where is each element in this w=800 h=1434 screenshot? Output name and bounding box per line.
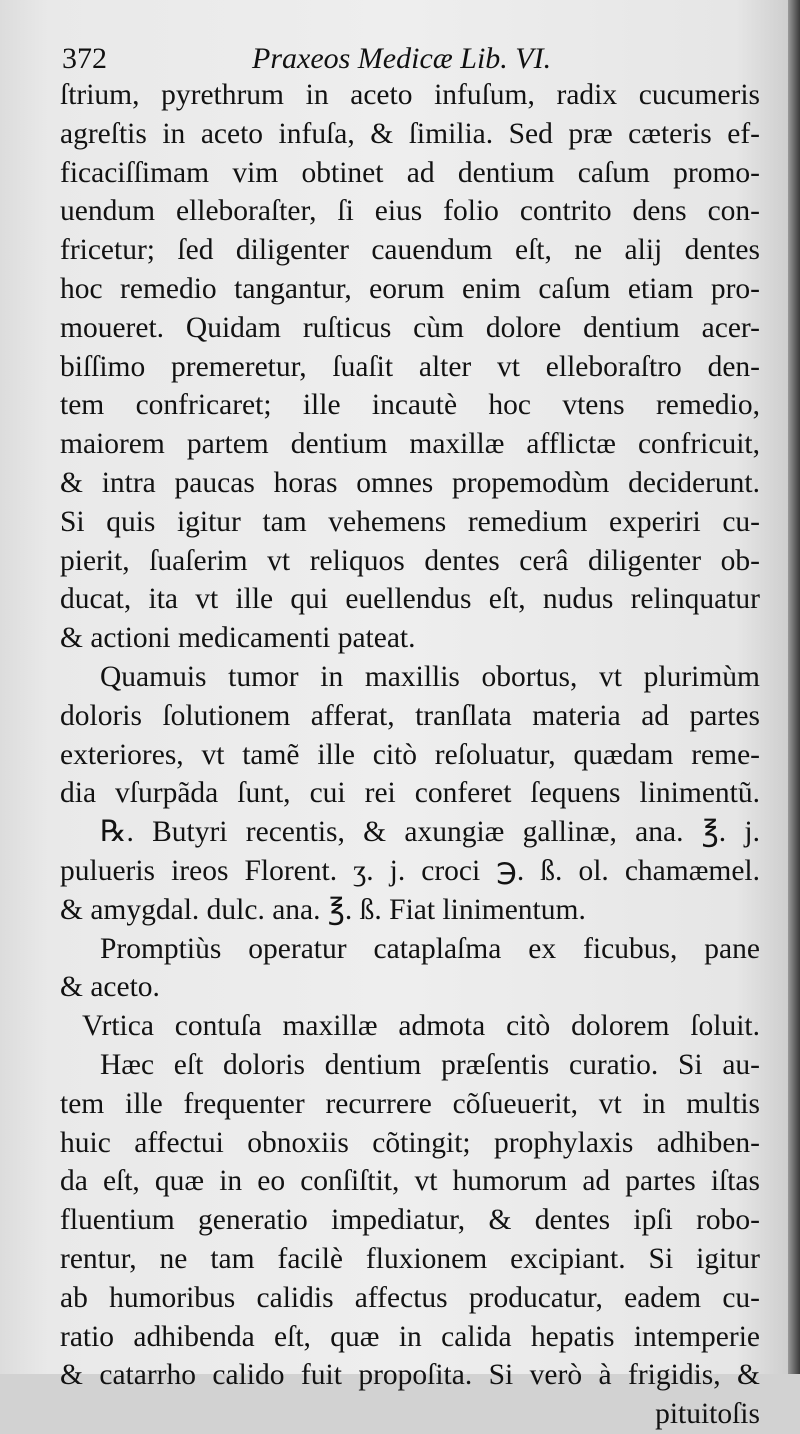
text-line: & catarrho calido fuit propoſita. Si verò à frigidis, & xyxy=(60,1359,760,1392)
text-line: moueret. Quidam ruſticus cùm dolore dentium acer- xyxy=(60,311,760,344)
text-line: doloris ſolutionem afferat, tranſlata materia ad partes xyxy=(60,699,760,732)
text-line: agreſtis in aceto infuſa, & ſimilia. Sed præ cæteris ef- xyxy=(60,117,760,150)
text-line: hoc remedio tangantur, eorum enim caſum etiam pro- xyxy=(60,272,760,305)
text-line: Vrtica contuſa maxillæ admota citò dolorem ſoluit. xyxy=(82,1010,760,1043)
text-line: dia vſurpãda ſunt, cui rei conferet ſequens linimentũ. xyxy=(60,777,760,810)
text-line: Hæc eſt doloris dentium præſentis curatio. Si au- xyxy=(100,1048,760,1081)
text-line: ficaciſſimam vim obtinet ad dentium caſum promo- xyxy=(60,156,760,189)
catchword: pituitoſis xyxy=(655,1398,760,1431)
text-line: biſſimo premeretur, ſuaſit alter vt elleboraſtro den- xyxy=(60,350,760,383)
text-line: ratio adhibenda eſt, quæ in calida hepatis intemperie xyxy=(60,1320,760,1353)
text-line: ducat, ita vt ille qui euellendus eſt, nudus relinquatur xyxy=(60,583,760,616)
running-title: Praxeos Medicæ Lib. VI. xyxy=(252,42,552,75)
page-number: 372 xyxy=(62,42,107,75)
text-line: tem confricaret; ille incautè hoc vtens remedio, xyxy=(60,389,760,422)
text-line: Si quis igitur tam vehemens remedium experiri cu- xyxy=(60,505,760,538)
text-line: huic affectui obnoxiis cõtingit; prophylaxis adhiben- xyxy=(60,1126,760,1159)
text-line: ℞. Butyri recentis, & axungiæ gallinæ, ana. ℥. j. xyxy=(100,816,760,849)
page-edge-shadow xyxy=(788,0,800,1374)
text-line: ab humoribus calidis affectus producatur, eadem cu- xyxy=(60,1281,760,1314)
text-line: fluentium generatio impediatur, & dentes ipſi robo- xyxy=(60,1204,760,1237)
text-line: rentur, ne tam facilè fluxionem excipiant. Si igitur xyxy=(60,1242,760,1275)
text-line: tem ille frequenter recurrere cõſueuerit, vt in multis xyxy=(60,1087,760,1120)
text-line: & aceto. xyxy=(60,971,160,1004)
text-line: Promptiùs operatur cataplaſma ex ficubus, pane xyxy=(100,932,760,965)
text-line: & actioni medicamenti pateat. xyxy=(60,622,416,655)
text-line: uendum elleboraſter, ſi eius folio contrito dens con- xyxy=(60,195,760,228)
body-text xyxy=(60,76,760,1434)
text-line: Quamuis tumor in maxillis obortus, vt plurimùm xyxy=(100,660,760,693)
text-line: exteriores, vt tamẽ ille citò reſoluatur, quædam reme- xyxy=(60,738,760,771)
text-line: da eſt, quæ in eo conſiſtit, vt humorum ad partes iſtas xyxy=(60,1165,760,1198)
text-line: pulueris ireos Florent. ʒ. j. croci ℈. ß. ol. chamæmel. xyxy=(60,854,760,887)
text-line: fricetur; ſed diligenter cauendum eſt, ne alij dentes xyxy=(60,234,760,267)
text-line: pierit, ſuaſerim vt reliquos dentes cerâ diligenter ob- xyxy=(60,544,760,577)
text-line: ſtrium, pyrethrum in aceto infuſum, radix cucumeris xyxy=(60,79,760,111)
text-line: & amygdal. dulc. ana. ℥. ß. Fiat linimentum. xyxy=(60,893,586,926)
text-line: & intra paucas horas omnes propemodùm deciderunt. xyxy=(60,466,760,499)
text-line: maiorem partem dentium maxillæ afflictæ confricuit, xyxy=(60,428,760,461)
